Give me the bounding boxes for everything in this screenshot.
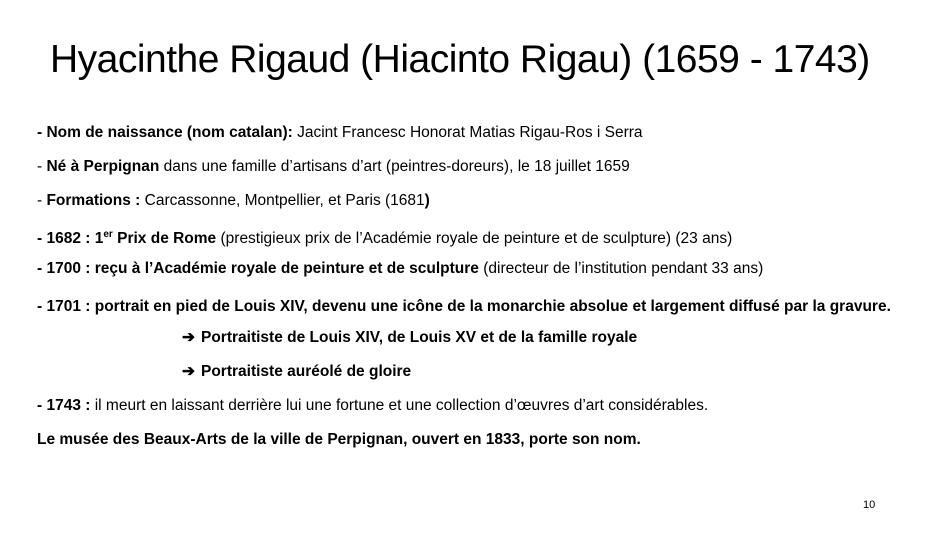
bullet-label: Le musée des Beaux-Arts de la ville de Perpignan, ouvert en 1833, porte son nom. (37, 431, 641, 448)
bullet-museum (37, 426, 922, 460)
bullet-text: (prestigieux prix de l’Académie royale de peinture et de sculpture) (23 ans) (216, 230, 733, 248)
bullet-label: - Nom de naissance (nom catalan): (37, 124, 293, 141)
bullet-closing-paren: ) (424, 192, 430, 209)
sub-bullet-text: Portraitiste auréolé de gloire (201, 363, 412, 380)
bullet-label: - 1682 : 1 (37, 230, 104, 248)
bullet-list (37, 119, 922, 460)
bullet-1743 (37, 392, 922, 426)
page-number: 10 (863, 499, 876, 511)
bullet-prefix: - (37, 192, 47, 209)
bullet-birth-name (37, 119, 922, 153)
bullet-text: (directeur de l’institution pendant 33 ans) (478, 260, 764, 277)
bullet-superscript: er (103, 229, 113, 240)
bullet-label-prize: Prix de Rome (112, 230, 217, 248)
bullet-text: il meurt en laissant derrière lui une fortune et une collection d’œuvres d’art considérables. (90, 397, 709, 414)
arrow-right-icon: ➔ (182, 363, 195, 380)
bullet-text: Carcassonne, Montpellier, et Paris (1681 (140, 192, 425, 209)
bullet-1682 (37, 221, 922, 255)
bullet-prefix: - (37, 158, 47, 175)
slide-title: Hyacinthe Rigaud (Hiacinto Rigau) (1659 - 1743) (50, 38, 870, 81)
bullet-label: - 1701 : portrait en pied de Louis XIV, devenu une icône de la monarchie absolue et largement diffusé par la gravure. (37, 298, 891, 315)
bullet-label: - 1743 : (37, 397, 91, 414)
bullet-label: - 1700 : reçu à l’Académie royale de peinture et de sculpture (37, 260, 479, 277)
arrow-right-icon: ➔ (182, 329, 195, 346)
sub-bullet-portraitist-royal (37, 324, 922, 358)
bullet-text: dans une famille d’artisans d’art (peintres-doreurs), le 18 juillet 1659 (159, 158, 630, 175)
bullet-text: Jacint Francesc Honorat Matias Rigau-Ros i Serra (292, 124, 643, 141)
sub-bullet-portraitist-glory (37, 358, 922, 392)
bullet-1701 (37, 289, 922, 324)
bullet-training (37, 187, 922, 221)
sub-bullet-text: Portraitiste de Louis XIV, de Louis XV et de la famille royale (201, 329, 638, 346)
bullet-label: Formations : (46, 192, 141, 209)
bullet-1700 (37, 255, 922, 289)
bullet-label: Né à Perpignan (46, 158, 160, 175)
bullet-birthplace (37, 153, 922, 187)
